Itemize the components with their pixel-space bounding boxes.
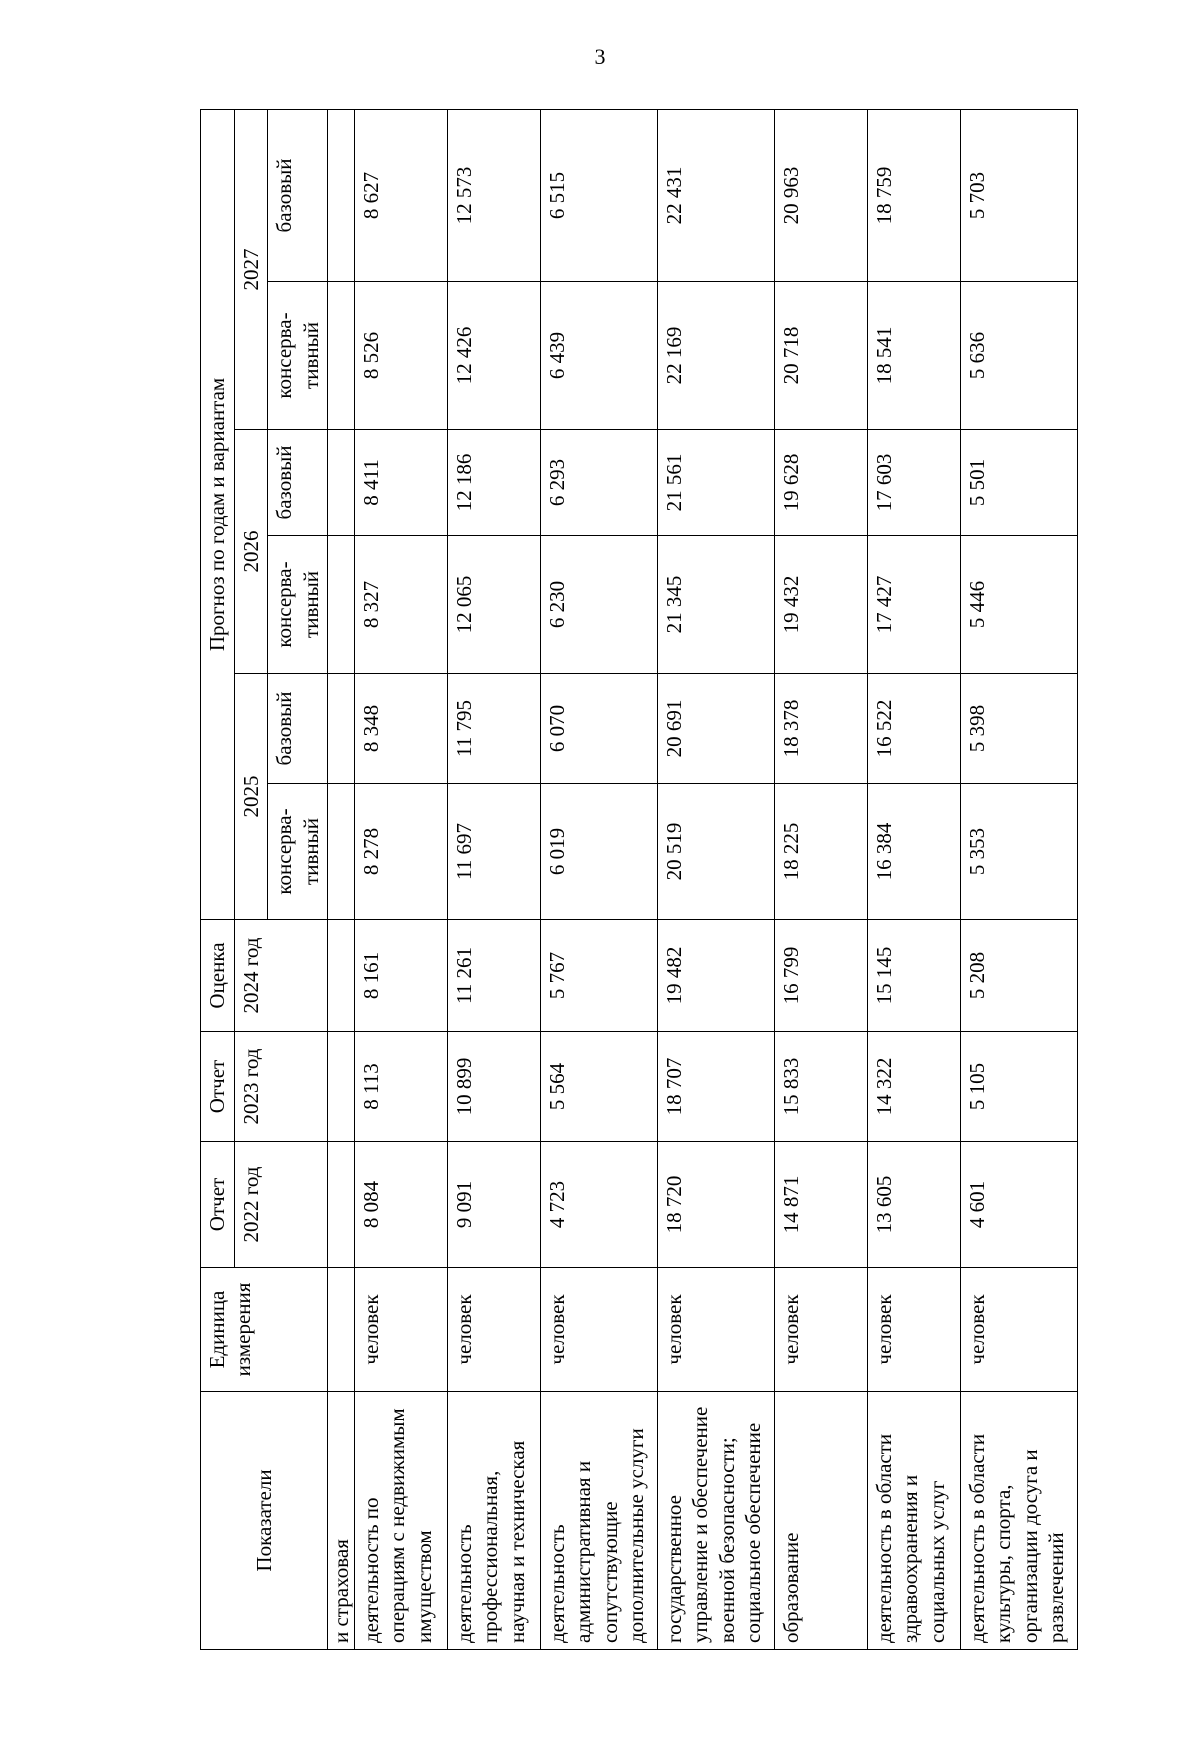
value-cell: 8 526 <box>355 282 448 430</box>
value-cell: 5 501 <box>961 430 1078 536</box>
value-cell: 15 833 <box>775 1032 868 1142</box>
empty-cell <box>327 920 354 1032</box>
header-estimate-2024: Оценка <box>201 920 235 1032</box>
value-cell: 4 601 <box>961 1142 1078 1268</box>
value-cell: 14 322 <box>868 1032 961 1142</box>
header-unit: Единица измерения <box>201 1268 328 1392</box>
row-indicator: образование <box>775 1392 868 1650</box>
value-cell: 12 186 <box>448 430 541 536</box>
value-cell: 8 627 <box>355 109 448 281</box>
header-indicator: Показатели <box>201 1392 328 1650</box>
value-cell: 16 522 <box>868 674 961 784</box>
value-cell: 5 703 <box>961 109 1078 281</box>
rotated-table-wrapper <box>200 110 1080 1650</box>
value-cell: 17 603 <box>868 430 961 536</box>
value-cell: 6 019 <box>541 784 658 920</box>
row-indicator: деятельность в области культуры, спорта, организации досуга и развлечений <box>961 1392 1078 1650</box>
value-cell: 17 427 <box>868 536 961 674</box>
value-cell: 10 899 <box>448 1032 541 1142</box>
header-2027-base: базовый <box>268 109 328 281</box>
value-cell: 11 697 <box>448 784 541 920</box>
empty-cell <box>327 430 354 536</box>
value-cell: 12 573 <box>448 109 541 281</box>
value-cell: 20 519 <box>658 784 775 920</box>
value-cell: 22 431 <box>658 109 775 281</box>
value-cell: 5 636 <box>961 282 1078 430</box>
value-cell: 8 113 <box>355 1032 448 1142</box>
value-cell: 18 720 <box>658 1142 775 1268</box>
header-year-2026: 2026 <box>235 430 268 674</box>
value-cell: 14 871 <box>775 1142 868 1268</box>
value-cell: 12 065 <box>448 536 541 674</box>
value-cell: 6 515 <box>541 109 658 281</box>
row-unit: человек <box>775 1268 868 1392</box>
row-unit: человек <box>541 1268 658 1392</box>
header-year-2023: 2023 год <box>235 1032 328 1142</box>
value-cell: 6 230 <box>541 536 658 674</box>
value-cell: 8 411 <box>355 430 448 536</box>
value-cell: 22 169 <box>658 282 775 430</box>
row-indicator: деятельность по операциям с недвижимым имуществом <box>355 1392 448 1650</box>
value-cell: 5 353 <box>961 784 1078 920</box>
row-indicator: деятельность профессиональная, научная и техническая <box>448 1392 541 1650</box>
value-cell: 5 564 <box>541 1032 658 1142</box>
empty-cell <box>327 1268 354 1392</box>
value-cell: 5 208 <box>961 920 1078 1032</box>
value-cell: 12 426 <box>448 282 541 430</box>
value-cell: 19 482 <box>658 920 775 1032</box>
empty-cell <box>327 1032 354 1142</box>
header-year-2022: 2022 год <box>235 1142 328 1268</box>
value-cell: 18 759 <box>868 109 961 281</box>
value-cell: 18 707 <box>658 1032 775 1142</box>
value-cell: 13 605 <box>868 1142 961 1268</box>
value-cell: 20 718 <box>775 282 868 430</box>
value-cell: 20 691 <box>658 674 775 784</box>
value-cell: 19 432 <box>775 536 868 674</box>
value-cell: 16 384 <box>868 784 961 920</box>
value-cell: 5 398 <box>961 674 1078 784</box>
value-cell: 9 091 <box>448 1142 541 1268</box>
empty-cell <box>327 282 354 430</box>
empty-cell <box>327 784 354 920</box>
value-cell: 15 145 <box>868 920 961 1032</box>
table-row <box>961 109 1078 1649</box>
table-row <box>355 109 448 1649</box>
value-cell: 21 345 <box>658 536 775 674</box>
value-cell: 11 261 <box>448 920 541 1032</box>
header-year-2025: 2025 <box>235 674 268 920</box>
header-forecast: Прогноз по годам и вариантам <box>201 109 235 919</box>
header-report-2023: Отчет <box>201 1032 235 1142</box>
value-cell: 11 795 <box>448 674 541 784</box>
value-cell: 18 541 <box>868 282 961 430</box>
empty-cell <box>327 674 354 784</box>
value-cell: 5 105 <box>961 1032 1078 1142</box>
row-unit: человек <box>355 1268 448 1392</box>
table-row <box>448 109 541 1649</box>
value-cell: 4 723 <box>541 1142 658 1268</box>
header-2025-conservative: консерва-тивный <box>268 784 328 920</box>
value-cell: 6 070 <box>541 674 658 784</box>
header-2025-base: базовый <box>268 674 328 784</box>
empty-cell <box>327 1142 354 1268</box>
value-cell: 16 799 <box>775 920 868 1032</box>
value-cell: 18 378 <box>775 674 868 784</box>
value-cell: 8 161 <box>355 920 448 1032</box>
value-cell: 8 327 <box>355 536 448 674</box>
value-cell: 21 561 <box>658 430 775 536</box>
continuation-cell: и страховая <box>327 1392 354 1650</box>
header-2026-base: базовый <box>268 430 328 536</box>
row-unit: человек <box>868 1268 961 1392</box>
row-indicator: государственное управление и обеспечение военной безопасности; социальное обеспечение <box>658 1392 775 1650</box>
table-row <box>775 109 868 1649</box>
table-row <box>541 109 658 1649</box>
empty-cell <box>327 536 354 674</box>
header-year-2027: 2027 <box>235 109 268 429</box>
row-unit: человек <box>658 1268 775 1392</box>
empty-cell <box>327 109 354 281</box>
value-cell: 6 439 <box>541 282 658 430</box>
row-indicator: деятельность административная и сопутствующие дополнительные услуги <box>541 1392 658 1650</box>
value-cell: 6 293 <box>541 430 658 536</box>
table-row <box>868 109 961 1649</box>
value-cell: 8 084 <box>355 1142 448 1268</box>
header-2027-conservative: консерва-тивный <box>268 282 328 430</box>
header-year-2024: 2024 год <box>235 920 328 1032</box>
page-number: 3 <box>594 44 606 69</box>
forecast-table <box>200 109 1078 1650</box>
value-cell: 18 225 <box>775 784 868 920</box>
value-cell: 5 446 <box>961 536 1078 674</box>
value-cell: 20 963 <box>775 109 868 281</box>
row-unit: человек <box>448 1268 541 1392</box>
rotated-table-container <box>200 110 1080 1650</box>
header-2026-conservative: консерва-тивный <box>268 536 328 674</box>
value-cell: 19 628 <box>775 430 868 536</box>
row-unit: человек <box>961 1268 1078 1392</box>
value-cell: 5 767 <box>541 920 658 1032</box>
table-row <box>658 109 775 1649</box>
row-indicator: деятельность в области здравоохранения и социальных услуг <box>868 1392 961 1650</box>
value-cell: 8 348 <box>355 674 448 784</box>
value-cell: 8 278 <box>355 784 448 920</box>
header-report-2022: Отчет <box>201 1142 235 1268</box>
